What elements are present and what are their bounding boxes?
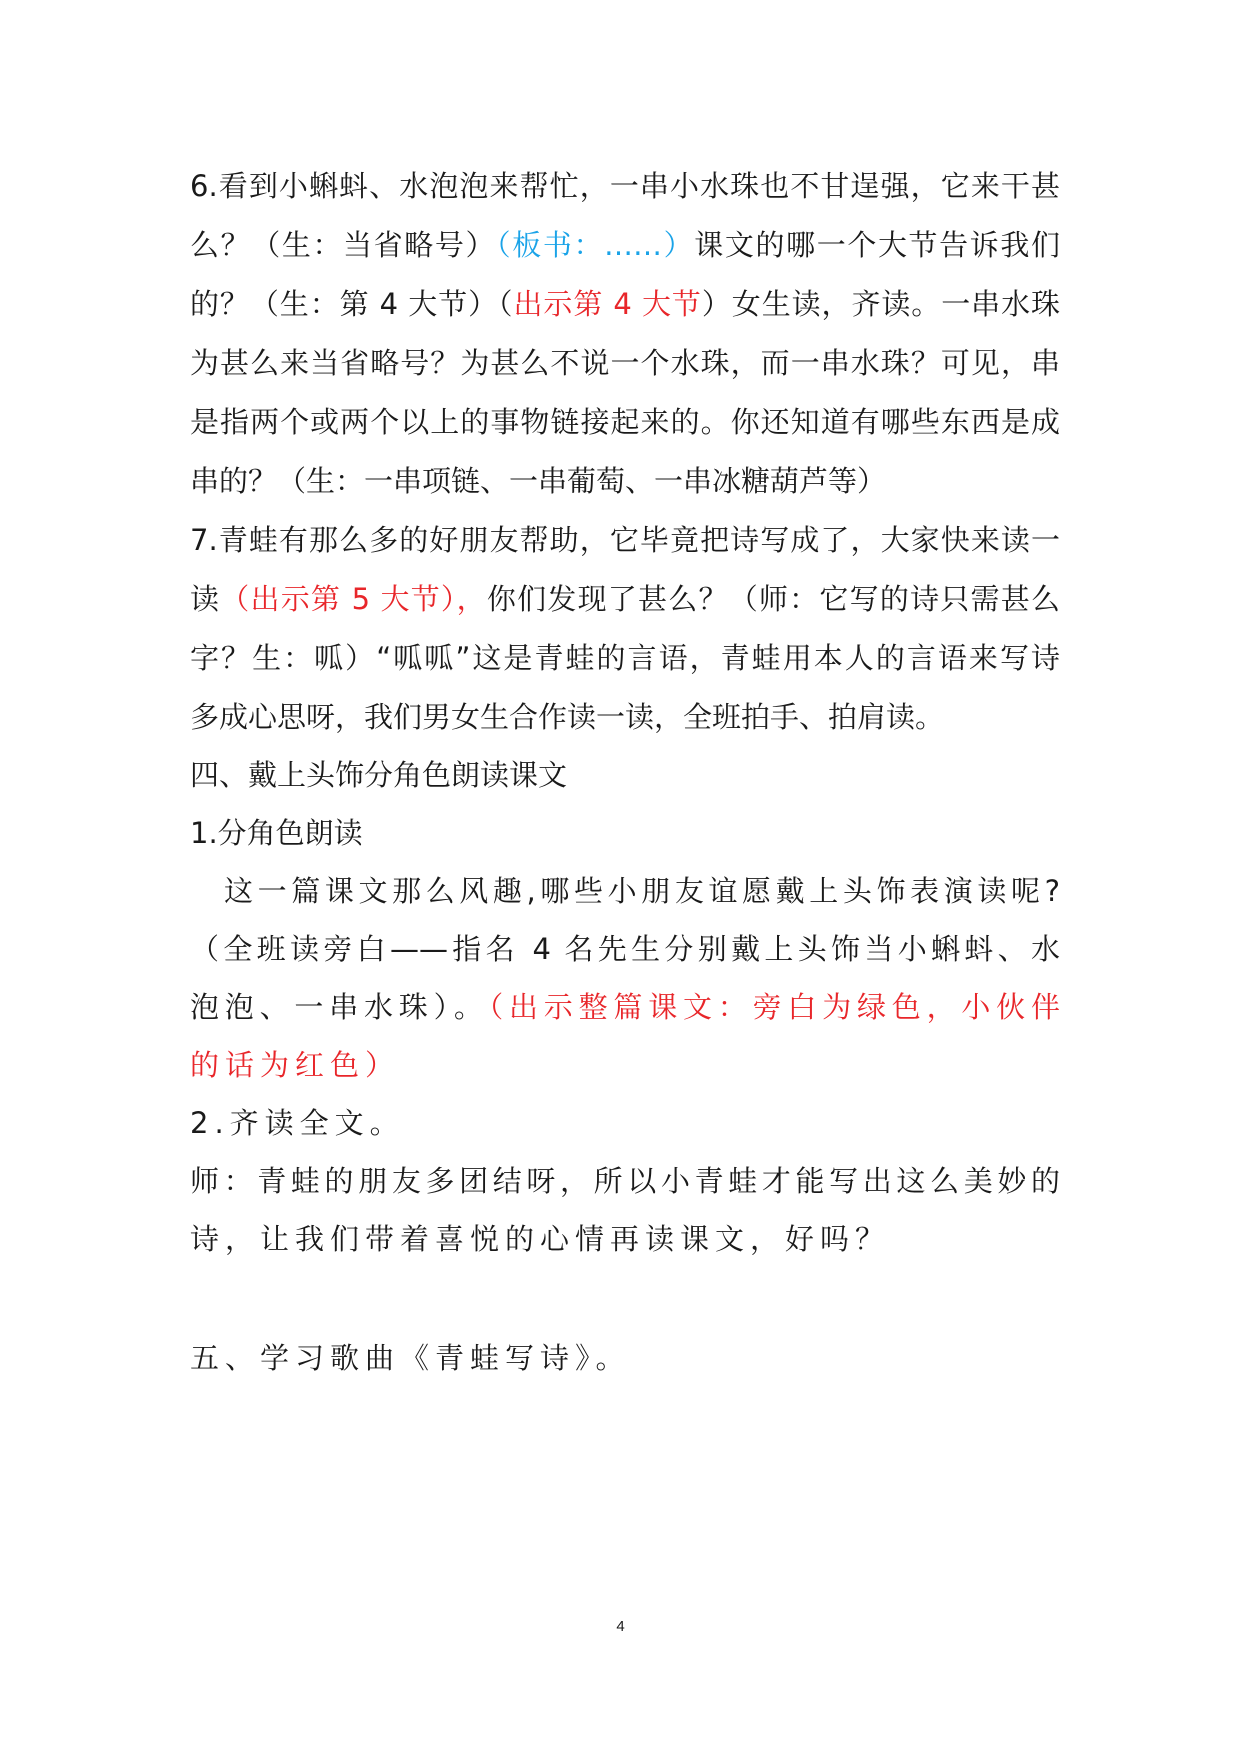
- paragraph-line: [190, 330, 1060, 396]
- paragraph-line: [190, 271, 1060, 337]
- paragraph-line: [190, 1148, 1060, 1214]
- paragraph-line: [190, 1032, 1060, 1098]
- paragraph-line: [190, 153, 1060, 219]
- text-run: 诗，让我们带着喜悦的心情再读课文，好吗？: [190, 1222, 891, 1256]
- text-run: 为甚么来当省略号？为甚么不说一个水珠，而一串水珠？可见，串: [190, 346, 1060, 380]
- heading-text: 四、戴上头饰分角色朗读课文: [190, 758, 568, 792]
- text-run: 7.青蛙有那么多的好朋友帮助，它毕竟把诗写成了，大家快来读一: [190, 523, 1060, 557]
- paragraph-line: [190, 212, 1060, 278]
- paragraph-line: [190, 566, 1060, 632]
- heading-text: 2.齐读全文。: [190, 1106, 405, 1140]
- paragraph-line: [190, 507, 1060, 573]
- paragraph-line: [190, 1206, 1060, 1272]
- paragraph-line: [190, 448, 1060, 514]
- text-run: 么？（生：当省略号）: [190, 228, 497, 262]
- display-note: （出示第 5 大节），: [220, 582, 487, 616]
- text-run: 读: [190, 582, 221, 616]
- heading-text: 五、学习歌曲《青蛙写诗》。: [190, 1341, 631, 1375]
- paragraph-line: [224, 858, 1060, 924]
- text-run: 串的？（生：一串项链、一串葡萄、一串冰糖葫芦等）: [190, 464, 887, 498]
- text-run: 师：青蛙的朋友多团结呀，所以小青蛙才能写出这么美妙的: [190, 1164, 1060, 1198]
- paragraph-line: [190, 974, 1060, 1040]
- display-note: 的话为红色）: [190, 1048, 401, 1082]
- display-note: （出示整篇课文：旁白为绿色，小伙伴: [488, 990, 1060, 1024]
- text-run: 是指两个或两个以上的事物链接起来的。你还知道有哪些东西是成: [190, 405, 1060, 439]
- subsection-heading: [190, 1090, 1060, 1156]
- text-run: 的？（生：第 4 大节）（: [190, 287, 514, 321]
- text-run: 这一篇课文那么风趣,哪些小朋友谊愿戴上头饰表演读呢?: [224, 874, 1060, 908]
- text-run: 课文的哪一个大节告诉我们: [694, 228, 1060, 262]
- text-run: 字？生：呱）“呱呱”这是青蛙的言语，青蛙用本人的言语来写诗: [190, 641, 1060, 675]
- section-heading: [190, 742, 1060, 808]
- text-run: 你们发现了甚么？（师：它写的诗只需甚么: [486, 582, 1060, 616]
- page-number: 4: [616, 1618, 625, 1635]
- text-run: ）女生读，齐读。一串水珠: [701, 287, 1060, 321]
- paragraph-line: [190, 625, 1060, 691]
- text-run: 泡泡、一串水珠）。: [190, 990, 489, 1024]
- heading-text: 1.分角色朗读: [190, 816, 363, 850]
- section-heading: [190, 1325, 1060, 1391]
- paragraph-line: [190, 916, 1060, 982]
- text-run: （全班读旁白——指名 4 名先生分别戴上头饰当小蝌蚪、水: [190, 932, 1060, 966]
- board-note: （板书：……）: [496, 228, 695, 262]
- text-run: 6.看到小蝌蚪、水泡泡来帮忙，一串小水珠也不甘逞强，它来干甚: [190, 169, 1060, 203]
- paragraph-line: [190, 389, 1060, 455]
- paragraph-line: [190, 684, 1060, 750]
- subsection-heading: [190, 800, 1060, 866]
- text-run: 多成心思呀，我们男女生合作读一读，全班拍手、拍肩读。: [190, 700, 945, 734]
- display-note: 出示第 4 大节: [513, 287, 702, 321]
